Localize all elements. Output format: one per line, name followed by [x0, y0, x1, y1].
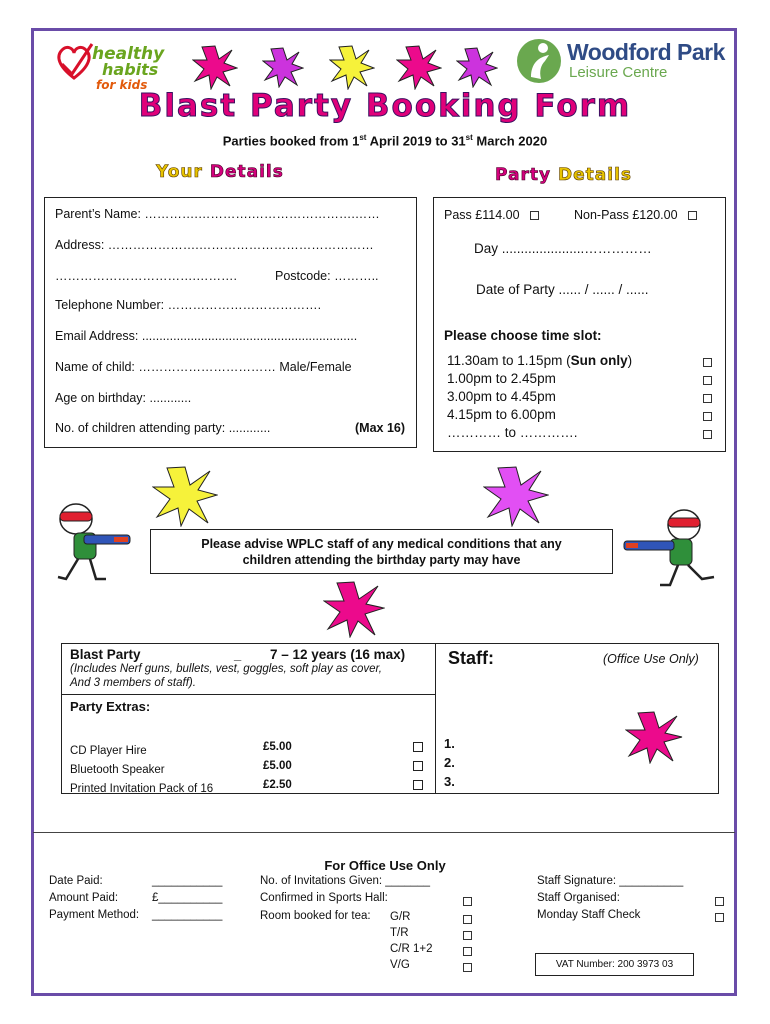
extra-checkbox[interactable]: [413, 780, 423, 790]
room-booked-label: Room booked for tea:: [260, 910, 371, 922]
monday-check-checkbox[interactable]: [715, 913, 724, 922]
heart-check-icon: [54, 42, 94, 82]
child-name-field[interactable]: Name of child: …………………………… Male/Female: [55, 360, 352, 374]
children-count-field[interactable]: No. of children attending party: ............: [55, 421, 271, 435]
party-extra-item[interactable]: Bluetooth Speaker £5.00: [70, 760, 430, 779]
woodford-park-logo: [515, 37, 730, 89]
date-of-party-field[interactable]: Date of Party ...... / ...... / ......: [476, 282, 649, 297]
leisure-centre-emblem-icon: [515, 37, 563, 85]
time-slot-checkbox[interactable]: [703, 412, 712, 421]
blast-party-box: [61, 643, 436, 794]
pink-star-icon: [625, 710, 683, 764]
time-slot-checkbox[interactable]: [703, 394, 712, 403]
blast-party-includes-line1: (Includes Nerf guns, bullets, vest, goggles, soft play as cover,: [70, 663, 382, 675]
magenta-star-icon: [483, 465, 549, 527]
room-checkbox[interactable]: [463, 947, 472, 956]
vat-number: VAT Number: 200 3973 03: [535, 953, 694, 976]
nonpass-option[interactable]: Non-Pass £120.00: [574, 208, 697, 222]
medical-notice-line1: Please advise WPLC staff of any medical conditions that any: [201, 537, 562, 551]
pass-checkbox[interactable]: [530, 211, 539, 220]
blast-party-dash: _: [234, 647, 242, 662]
yellow-star-icon: [152, 465, 218, 527]
medical-notice-line2: children attending the birthday party may have: [242, 553, 521, 567]
blast-party-ages: 7 – 12 years (16 max): [270, 647, 406, 662]
postcode-field[interactable]: Postcode: ………..: [275, 269, 379, 283]
age-field[interactable]: Age on birthday: ............: [55, 391, 192, 405]
medical-notice-box: [150, 529, 613, 574]
amount-paid-field[interactable]: £__________: [152, 892, 223, 904]
room-option: G/R: [390, 911, 411, 923]
office-use-heading: For Office Use Only: [324, 858, 446, 873]
time-slot-checkbox[interactable]: [703, 430, 712, 439]
time-slot-option[interactable]: 3.00pm to 4.45pm: [447, 389, 712, 407]
page-title: Blast Party Booking Form: [138, 88, 632, 124]
extra-checkbox[interactable]: [413, 761, 423, 771]
blast-party-includes-line2: And 3 members of staff).: [70, 677, 196, 689]
staff-organised-checkbox[interactable]: [715, 897, 724, 906]
booking-period: Parties booked from 1st April 2019 to 31st March 2020: [222, 133, 548, 149]
blast-party-name: Blast Party: [70, 647, 141, 662]
your-details-box: [44, 197, 417, 448]
extra-checkbox[interactable]: [413, 742, 423, 752]
pass-option[interactable]: Pass £114.00: [444, 208, 539, 222]
kid-with-blaster-icon: [44, 495, 134, 590]
time-slot-checkbox[interactable]: [703, 376, 712, 385]
leisure-centre-name: Leisure Centre: [569, 64, 668, 81]
pink-star-icon: [396, 44, 442, 90]
payment-method-field[interactable]: ___________: [152, 909, 223, 921]
payment-method-label: Payment Method:: [49, 909, 140, 921]
date-paid-field[interactable]: ___________: [152, 875, 223, 887]
time-slot-option[interactable]: 4.15pm to 6.00pm: [447, 407, 712, 425]
kid-with-blaster-icon: [622, 505, 732, 590]
your-details-heading: Your Details: [156, 162, 284, 182]
address-field[interactable]: Address: ………………….……………………………………: [55, 238, 374, 252]
pink-star-icon: [323, 580, 385, 638]
logo-text-habits: habits: [102, 60, 159, 79]
time-slot-option[interactable]: 1.00pm to 2.45pm: [447, 371, 712, 389]
time-slot-heading: Please choose time slot:: [444, 328, 602, 343]
date-paid-label: Date Paid:: [49, 875, 103, 887]
divider: [33, 832, 735, 833]
party-extras-list: [70, 741, 430, 798]
staff-number[interactable]: 3.: [444, 774, 455, 789]
amount-paid-label: Amount Paid:: [49, 892, 119, 904]
time-slot-checkbox[interactable]: [703, 358, 712, 367]
parent-name-field[interactable]: Parent’s Name: ………….………….…………………….……: [55, 207, 380, 221]
sports-hall-checkbox[interactable]: [463, 897, 472, 906]
staff-signature-field[interactable]: Staff Signature: __________: [537, 875, 684, 887]
office-use-note: (Office Use Only): [603, 652, 699, 666]
room-checkbox[interactable]: [463, 915, 472, 924]
email-field[interactable]: Email Address: ..............................................................: [55, 329, 358, 343]
room-checkbox[interactable]: [463, 963, 472, 972]
time-slot-option[interactable]: 11.30am to 1.15pm (Sun only): [447, 353, 712, 371]
confirmed-sports-hall-label: Confirmed in Sports Hall:: [260, 892, 388, 904]
party-extra-item[interactable]: CD Player Hire £5.00: [70, 741, 430, 760]
monday-check-label: Monday Staff Check: [537, 909, 641, 921]
magenta-star-icon: [262, 46, 304, 88]
staff-number[interactable]: 1.: [444, 736, 455, 751]
woodford-park-name: Woodford Park: [567, 39, 725, 65]
logo-text-healthy: healthy: [92, 44, 165, 64]
staff-number[interactable]: 2.: [444, 755, 455, 770]
room-option: C/R 1+2: [390, 943, 433, 955]
logo-text-for-kids: for kids: [96, 78, 148, 92]
max-children-note: (Max 16): [355, 421, 406, 435]
yellow-star-icon: [329, 44, 375, 90]
room-checkbox[interactable]: [463, 931, 472, 940]
invitations-field[interactable]: No. of Invitations Given: _______: [260, 875, 431, 887]
staff-organised-label: Staff Organised:: [537, 892, 620, 904]
telephone-field[interactable]: Telephone Number: ……………………………….: [55, 298, 322, 312]
party-details-box: [433, 197, 726, 452]
magenta-star-icon: [456, 46, 498, 88]
room-option: T/R: [390, 927, 409, 939]
room-option: V/G: [390, 959, 410, 971]
pink-star-icon: [192, 44, 238, 90]
party-extras-heading: Party Extras:: [70, 699, 151, 714]
party-extra-item[interactable]: Printed Invitation Pack of 16 £2.50: [70, 779, 430, 798]
address-line2-field[interactable]: …………………………….……….: [55, 269, 237, 283]
party-details-heading: Party Details: [495, 165, 633, 185]
time-slot-list: [447, 353, 712, 443]
nonpass-checkbox[interactable]: [688, 211, 697, 220]
time-slot-option[interactable]: ………… to ………….: [447, 425, 712, 443]
staff-heading: Staff:: [448, 648, 494, 668]
day-field[interactable]: Day ......................……………: [474, 241, 652, 256]
